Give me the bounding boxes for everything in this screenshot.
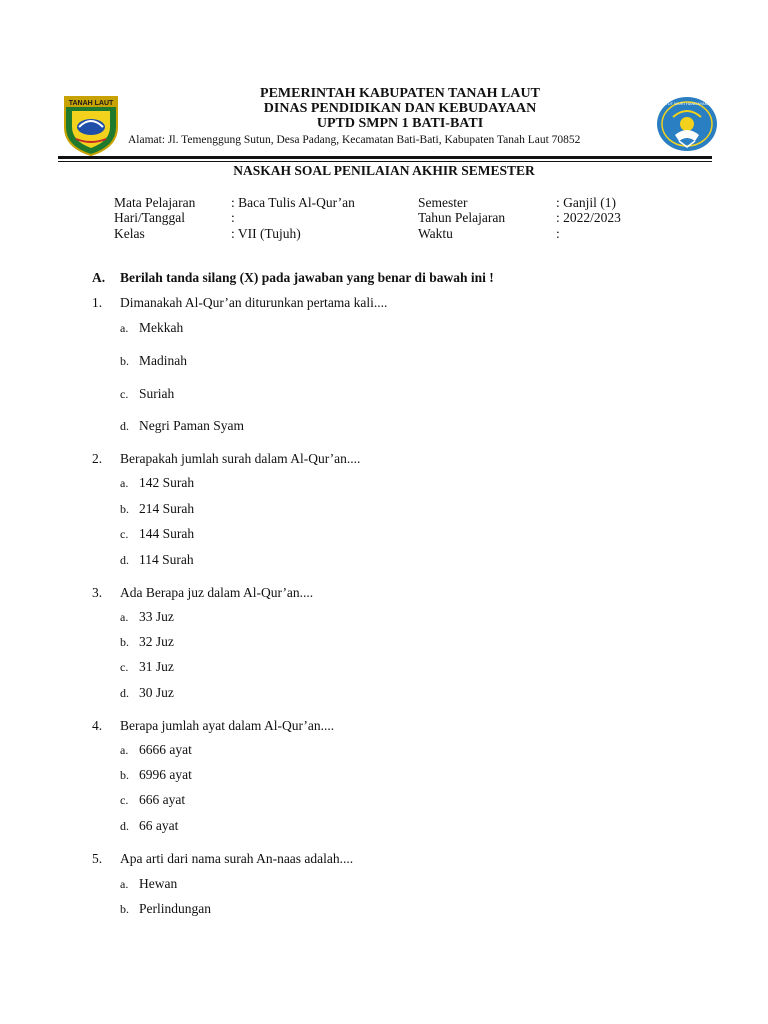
header-school-line: UPTD SMPN 1 BATI-BATI [316, 116, 484, 131]
header-department-line: DINAS PENDIDIKAN DAN KEBUDAYAAN [263, 101, 537, 116]
info-class-value: : VII (Tujuh) [231, 226, 301, 241]
option-text: 214 Surah [139, 501, 195, 516]
option-letter: d. [120, 819, 129, 833]
question-text: Berapa jumlah ayat dalam Al-Qur’an.... [120, 718, 335, 733]
option-text: 114 Surah [139, 552, 194, 567]
option-letter: b. [120, 768, 129, 782]
section-instruction: Berilah tanda silang (X) pada jawaban yang benar di bawah ini ! [120, 270, 494, 285]
question-text: Dimanakah Al-Qur’an diturunkan pertama kali.... [120, 295, 388, 310]
header-government-line: PEMERINTAH KABUPATEN TANAH LAUT [260, 86, 540, 101]
option-letter: b. [120, 635, 129, 649]
option-letter: b. [120, 354, 129, 368]
option-text: Madinah [139, 353, 187, 368]
question-number: 1. [92, 295, 103, 310]
tut-wuri-handayani-logo [655, 95, 719, 153]
option-text: Negri Paman Syam [139, 418, 244, 433]
question-number: 2. [92, 451, 103, 466]
info-semester-value: : Ganjil (1) [556, 195, 616, 210]
logo-right-label: TUT WURI HANDAYANI [665, 101, 709, 106]
info-subject-label: Mata Pelajaran [114, 195, 196, 210]
option-text: 142 Surah [139, 475, 195, 490]
option-text: 6666 ayat [139, 742, 192, 757]
option-letter: a. [120, 877, 129, 891]
info-subject-value: : Baca Tulis Al-Qur’an [231, 195, 355, 210]
option-letter: c. [120, 527, 129, 541]
logo-left-label: TANAH LAUT [68, 100, 114, 107]
document-title: NASKAH SOAL PENILAIAN AKHIR SEMESTER [233, 163, 535, 178]
option-text: 31 Juz [139, 659, 174, 674]
header-address: Alamat: Jl. Temenggung Sutun, Desa Padang, Kecamatan Bati-Bati, Kabupaten Tanah Laut 70852 [128, 134, 581, 146]
question-text: Berapakah jumlah surah dalam Al-Qur’an.... [120, 451, 361, 466]
option-text: 66 ayat [139, 818, 179, 833]
info-year-label: Tahun Pelajaran [418, 210, 506, 225]
info-semester-label: Semester [418, 195, 468, 210]
option-letter: b. [120, 502, 129, 516]
option-letter: c. [120, 660, 129, 674]
option-text: 144 Surah [139, 526, 195, 541]
option-letter: a. [120, 476, 129, 490]
option-text: 6996 ayat [139, 767, 192, 782]
question-number: 3. [92, 585, 103, 600]
option-text: Mekkah [139, 320, 184, 335]
option-text: 33 Juz [139, 609, 174, 624]
option-letter: a. [120, 321, 129, 335]
info-date-label: Hari/Tanggal [114, 210, 186, 225]
option-letter: c. [120, 387, 129, 401]
header-divider-thick [58, 156, 712, 159]
option-letter: c. [120, 793, 129, 807]
question-text: Ada Berapa juz dalam Al-Qur’an.... [120, 585, 314, 600]
info-time-value: : [556, 226, 560, 241]
option-letter: a. [120, 743, 129, 757]
header-divider-thin [58, 161, 712, 162]
info-year-value: : 2022/2023 [556, 210, 621, 225]
option-text: 30 Juz [139, 685, 174, 700]
option-letter: a. [120, 610, 129, 624]
option-text: 666 ayat [139, 792, 186, 807]
option-text: 32 Juz [139, 634, 174, 649]
option-letter: d. [120, 686, 129, 700]
info-time-label: Waktu [418, 226, 453, 241]
info-class-label: Kelas [114, 226, 145, 241]
option-letter: d. [120, 553, 129, 567]
question-text: Apa arti dari nama surah An-naas adalah.... [120, 851, 354, 866]
question-number: 5. [92, 851, 103, 866]
info-date-value: : [231, 210, 235, 225]
option-letter: b. [120, 902, 129, 916]
option-text: Hewan [139, 876, 178, 891]
option-text: Perlindungan [139, 901, 211, 916]
option-letter: d. [120, 419, 129, 433]
section-letter: A. [92, 270, 106, 285]
tanah-laut-crest-logo [62, 93, 120, 157]
option-text: Suriah [139, 386, 175, 401]
question-number: 4. [92, 718, 103, 733]
